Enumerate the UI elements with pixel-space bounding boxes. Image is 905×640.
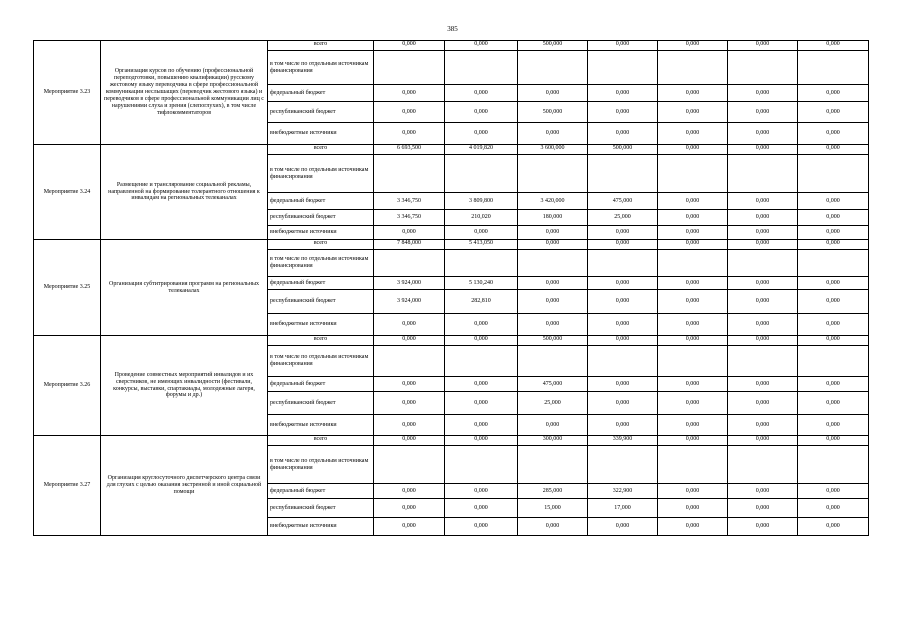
amount-cell: 0,000 — [445, 226, 518, 240]
amount-cell: 0,000 — [798, 193, 869, 210]
amount-cell: 0,000 — [798, 436, 869, 446]
amount-cell: 0,000 — [588, 314, 658, 336]
amount-cell: 0,000 — [728, 436, 798, 446]
amount-cell: 0,000 — [445, 85, 518, 102]
amount-cell: 0,000 — [798, 145, 869, 155]
funding-source-federal: федеральный бюджет — [268, 193, 374, 210]
amount-cell — [658, 51, 728, 85]
amount-cell: 475,000 — [518, 377, 588, 392]
funding-source-federal: федеральный бюджет — [268, 85, 374, 102]
amount-cell: 0,000 — [728, 415, 798, 436]
funding-source-republican: республиканский бюджет — [268, 210, 374, 226]
table-body — [34, 41, 869, 536]
amount-cell: 6 693,500 — [374, 145, 445, 155]
amount-cell: 0,000 — [658, 226, 728, 240]
amount-cell: 0,000 — [588, 336, 658, 346]
amount-cell: 0,000 — [588, 392, 658, 415]
amount-cell: 0,000 — [728, 123, 798, 145]
funding-source-offbudget: внебюджетные источники — [268, 415, 374, 436]
amount-cell: 0,000 — [798, 290, 869, 314]
amount-cell: 0,000 — [518, 123, 588, 145]
amount-cell: 0,000 — [658, 314, 728, 336]
amount-cell — [374, 51, 445, 85]
amount-cell: 0,000 — [445, 336, 518, 346]
amount-cell: 0,000 — [445, 102, 518, 123]
funding-source-including: в том числе по отдельным источникам финансирования — [268, 346, 374, 377]
amount-cell: 210,020 — [445, 210, 518, 226]
amount-cell: 0,000 — [658, 415, 728, 436]
amount-cell: 0,000 — [728, 240, 798, 250]
measure-code: Мероприятие 3.24 — [34, 145, 101, 240]
funding-source-total: всего — [268, 336, 374, 346]
amount-cell — [658, 346, 728, 377]
amount-cell — [374, 155, 445, 193]
amount-cell: 0,000 — [588, 277, 658, 290]
amount-cell: 0,000 — [728, 41, 798, 51]
amount-cell: 0,000 — [518, 240, 588, 250]
amount-cell — [728, 250, 798, 277]
amount-cell: 3 346,750 — [374, 210, 445, 226]
amount-cell: 475,000 — [588, 193, 658, 210]
amount-cell — [518, 346, 588, 377]
amount-cell — [798, 51, 869, 85]
amount-cell: 0,000 — [798, 123, 869, 145]
funding-source-offbudget: внебюджетные источники — [268, 518, 374, 536]
measure-code: Мероприятие 3.26 — [34, 336, 101, 436]
measure-name: Организация круглосуточного диспетчерского центра связи для глухих с целью оказания экстренной и иной социальной помощи — [101, 436, 268, 536]
measure-name: Размещение и транслярование социальной рекламы, направленной на формирование толерантного отношения к инвалидам на региональных телеканалах — [101, 145, 268, 240]
amount-cell: 0,000 — [728, 145, 798, 155]
amount-cell: 0,000 — [658, 277, 728, 290]
amount-cell: 3 924,000 — [374, 290, 445, 314]
amount-cell — [588, 346, 658, 377]
table-row — [34, 240, 869, 250]
funding-source-total: всего — [268, 145, 374, 155]
amount-cell: 0,000 — [728, 377, 798, 392]
amount-cell — [798, 346, 869, 377]
funding-source-federal: федеральный бюджет — [268, 377, 374, 392]
amount-cell: 285,000 — [518, 484, 588, 499]
amount-cell: 0,000 — [728, 336, 798, 346]
amount-cell — [518, 250, 588, 277]
amount-cell: 0,000 — [588, 102, 658, 123]
funding-source-republican: республиканский бюджет — [268, 499, 374, 518]
amount-cell: 0,000 — [658, 336, 728, 346]
amount-cell: 0,000 — [374, 102, 445, 123]
amount-cell: 0,000 — [658, 499, 728, 518]
amount-cell: 0,000 — [588, 290, 658, 314]
amount-cell: 0,000 — [445, 392, 518, 415]
funding-source-including: в том числе по отдельным источникам финансирования — [268, 51, 374, 85]
amount-cell: 0,000 — [658, 436, 728, 446]
funding-source-republican: республиканский бюджет — [268, 102, 374, 123]
amount-cell: 282,810 — [445, 290, 518, 314]
amount-cell: 0,000 — [518, 226, 588, 240]
amount-cell: 0,000 — [728, 392, 798, 415]
amount-cell: 0,000 — [374, 226, 445, 240]
amount-cell — [445, 446, 518, 484]
amount-cell: 0,000 — [518, 85, 588, 102]
amount-cell: 3 346,750 — [374, 193, 445, 210]
amount-cell: 7 848,000 — [374, 240, 445, 250]
amount-cell: 0,000 — [798, 314, 869, 336]
table-row — [34, 336, 869, 346]
funding-source-republican: республиканский бюджет — [268, 290, 374, 314]
amount-cell — [798, 250, 869, 277]
amount-cell: 0,000 — [518, 290, 588, 314]
amount-cell: 0,000 — [445, 518, 518, 536]
amount-cell — [518, 155, 588, 193]
funding-source-total: всего — [268, 436, 374, 446]
amount-cell — [798, 155, 869, 193]
amount-cell: 0,000 — [445, 415, 518, 436]
amount-cell — [658, 155, 728, 193]
amount-cell — [728, 346, 798, 377]
amount-cell: 0,000 — [658, 145, 728, 155]
amount-cell: 5 413,050 — [445, 240, 518, 250]
amount-cell: 0,000 — [658, 193, 728, 210]
amount-cell: 0,000 — [445, 314, 518, 336]
funding-source-total: всего — [268, 41, 374, 51]
funding-source-republican: республиканский бюджет — [268, 392, 374, 415]
amount-cell: 0,000 — [728, 484, 798, 499]
amount-cell: 500,000 — [518, 41, 588, 51]
amount-cell: 0,000 — [374, 41, 445, 51]
amount-cell: 0,000 — [728, 518, 798, 536]
amount-cell — [445, 155, 518, 193]
funding-source-offbudget: внебюджетные источники — [268, 123, 374, 145]
amount-cell: 0,000 — [588, 41, 658, 51]
amount-cell — [588, 446, 658, 484]
table-row — [34, 145, 869, 155]
funding-source-including: в том числе по отдельным источникам финансирования — [268, 250, 374, 277]
amount-cell: 0,000 — [588, 123, 658, 145]
amount-cell: 339,900 — [588, 436, 658, 446]
funding-source-offbudget: внебюджетные источники — [268, 314, 374, 336]
amount-cell: 300,000 — [518, 436, 588, 446]
amount-cell: 0,000 — [658, 240, 728, 250]
amount-cell: 0,000 — [798, 484, 869, 499]
amount-cell: 3 600,000 — [518, 145, 588, 155]
amount-cell: 0,000 — [798, 210, 869, 226]
amount-cell: 0,000 — [658, 210, 728, 226]
funding-source-federal: федеральный бюджет — [268, 277, 374, 290]
amount-cell: 0,000 — [728, 102, 798, 123]
page-number: 385 — [447, 25, 458, 33]
amount-cell: 0,000 — [374, 377, 445, 392]
amount-cell — [374, 346, 445, 377]
amount-cell: 0,000 — [588, 240, 658, 250]
amount-cell: 0,000 — [518, 277, 588, 290]
funding-source-including: в том числе по отдельным источникам финансирования — [268, 446, 374, 484]
amount-cell — [518, 51, 588, 85]
funding-source-total: всего — [268, 240, 374, 250]
funding-table — [33, 40, 869, 536]
amount-cell: 0,000 — [374, 436, 445, 446]
amount-cell: 0,000 — [728, 277, 798, 290]
amount-cell: 0,000 — [798, 41, 869, 51]
amount-cell: 322,900 — [588, 484, 658, 499]
amount-cell: 0,000 — [445, 377, 518, 392]
amount-cell: 0,000 — [658, 392, 728, 415]
amount-cell — [728, 155, 798, 193]
amount-cell: 0,000 — [445, 436, 518, 446]
amount-cell — [445, 51, 518, 85]
table-row — [34, 41, 869, 51]
amount-cell: 0,000 — [728, 499, 798, 518]
amount-cell: 0,000 — [798, 226, 869, 240]
amount-cell: 0,000 — [728, 290, 798, 314]
amount-cell — [658, 446, 728, 484]
amount-cell: 0,000 — [798, 377, 869, 392]
amount-cell: 3 924,000 — [374, 277, 445, 290]
amount-cell — [798, 446, 869, 484]
amount-cell: 0,000 — [374, 85, 445, 102]
amount-cell — [588, 250, 658, 277]
amount-cell: 0,000 — [798, 336, 869, 346]
funding-source-offbudget: внебюджетные источники — [268, 226, 374, 240]
amount-cell: 0,000 — [588, 518, 658, 536]
amount-cell: 0,000 — [798, 415, 869, 436]
amount-cell: 15,000 — [518, 499, 588, 518]
amount-cell: 0,000 — [518, 415, 588, 436]
amount-cell: 0,000 — [445, 123, 518, 145]
amount-cell: 0,000 — [658, 41, 728, 51]
amount-cell: 0,000 — [658, 377, 728, 392]
amount-cell — [588, 51, 658, 85]
amount-cell: 5 130,240 — [445, 277, 518, 290]
measure-name: Организация субтитрирования программ на региональных телеканалах — [101, 240, 268, 336]
table-row — [34, 436, 869, 446]
amount-cell: 0,000 — [445, 484, 518, 499]
amount-cell: 0,000 — [588, 377, 658, 392]
amount-cell: 0,000 — [798, 277, 869, 290]
amount-cell: 0,000 — [374, 484, 445, 499]
amount-cell: 0,000 — [374, 123, 445, 145]
amount-cell — [658, 250, 728, 277]
amount-cell: 0,000 — [374, 392, 445, 415]
amount-cell: 3 809,800 — [445, 193, 518, 210]
amount-cell — [374, 250, 445, 277]
amount-cell — [728, 51, 798, 85]
amount-cell: 0,000 — [588, 415, 658, 436]
amount-cell: 0,000 — [728, 85, 798, 102]
amount-cell: 0,000 — [374, 518, 445, 536]
amount-cell: 17,000 — [588, 499, 658, 518]
amount-cell: 0,000 — [798, 518, 869, 536]
amount-cell: 0,000 — [798, 240, 869, 250]
amount-cell: 0,000 — [728, 193, 798, 210]
funding-source-including: в том числе по отдельным источникам финансирования — [268, 155, 374, 193]
amount-cell — [374, 446, 445, 484]
amount-cell: 0,000 — [518, 314, 588, 336]
amount-cell: 25,000 — [518, 392, 588, 415]
amount-cell: 0,000 — [658, 85, 728, 102]
amount-cell — [445, 346, 518, 377]
amount-cell: 0,000 — [658, 518, 728, 536]
amount-cell — [728, 446, 798, 484]
amount-cell: 0,000 — [374, 499, 445, 518]
amount-cell: 0,000 — [798, 499, 869, 518]
measure-code: Мероприятие 3.27 — [34, 436, 101, 536]
amount-cell: 0,000 — [658, 484, 728, 499]
amount-cell: 0,000 — [374, 415, 445, 436]
amount-cell: 500,000 — [588, 145, 658, 155]
measure-code: Мероприятие 3.25 — [34, 240, 101, 336]
amount-cell: 500,000 — [518, 102, 588, 123]
amount-cell: 0,000 — [728, 226, 798, 240]
amount-cell: 25,000 — [588, 210, 658, 226]
amount-cell: 0,000 — [518, 518, 588, 536]
amount-cell: 3 420,000 — [518, 193, 588, 210]
measure-code: Мероприятие 3.23 — [34, 41, 101, 145]
amount-cell: 0,000 — [728, 314, 798, 336]
measure-name: Организация курсов по обучению (профессиональной переподготовки, повышению квалификации) русскому жестовому языку переводчика в сфере профессиональной коммуникации неслышащих (переводчик жестового языка) и переводчиков в сфере профессиональной коммуникации лиц с нарушениями слуха и зрения (слепоглухих), в том числе тифлокомментаторов — [101, 41, 268, 145]
amount-cell: 180,000 — [518, 210, 588, 226]
amount-cell: 0,000 — [798, 102, 869, 123]
amount-cell: 500,000 — [518, 336, 588, 346]
amount-cell: 0,000 — [374, 314, 445, 336]
amount-cell — [588, 155, 658, 193]
amount-cell: 4 019,820 — [445, 145, 518, 155]
amount-cell: 0,000 — [728, 210, 798, 226]
amount-cell: 0,000 — [445, 499, 518, 518]
amount-cell: 0,000 — [588, 226, 658, 240]
amount-cell: 0,000 — [374, 336, 445, 346]
amount-cell: 0,000 — [798, 392, 869, 415]
amount-cell: 0,000 — [798, 85, 869, 102]
amount-cell: 0,000 — [658, 102, 728, 123]
amount-cell: 0,000 — [588, 85, 658, 102]
amount-cell: 0,000 — [658, 290, 728, 314]
amount-cell: 0,000 — [658, 123, 728, 145]
amount-cell — [445, 250, 518, 277]
amount-cell — [518, 446, 588, 484]
measure-name: Проведение совместных мероприятий инвалидов и их сверстников, не имеющих инвалидности (фестивали, конкурсы, выставки, спартакиады, молодежные лагеря, форумы и др.) — [101, 336, 268, 436]
amount-cell: 0,000 — [445, 41, 518, 51]
funding-source-federal: федеральный бюджет — [268, 484, 374, 499]
